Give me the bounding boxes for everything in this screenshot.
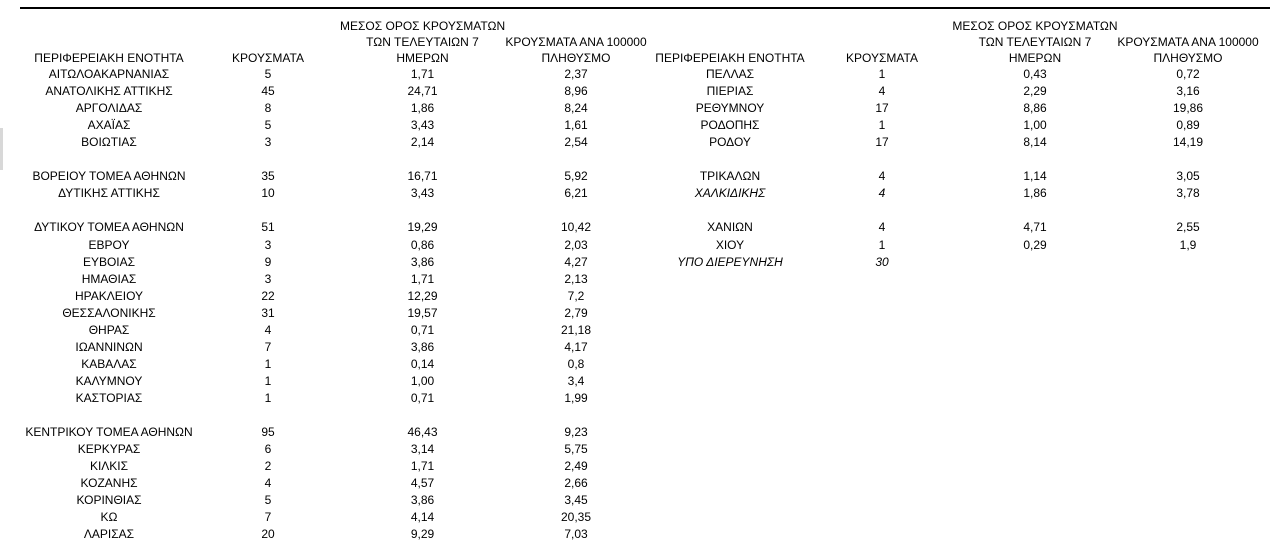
cell-per100k: 2,79 bbox=[564, 305, 588, 320]
cell-per100k: 19,86 bbox=[1172, 101, 1204, 116]
cell-per100k: 3,78 bbox=[1176, 186, 1200, 201]
header-per100k-line1: ΚΡΟΥΣΜΑΤΑ ΑΝΑ 100000 bbox=[505, 35, 647, 49]
cell-avg7: 4,14 bbox=[410, 510, 435, 525]
cell-cases: 31 bbox=[261, 305, 275, 320]
cell-region: ΑΙΤΩΛΟΑΚΑΡΝΑΝΙΑΣ bbox=[48, 67, 170, 81]
cell-per100k: 2,55 bbox=[1176, 220, 1200, 235]
cell-per100k: 3,16 bbox=[1176, 84, 1200, 99]
cell-avg7: 0,29 bbox=[1023, 237, 1047, 252]
cell-region: ΘΕΣΣΑΛΟΝΙΚΗΣ bbox=[62, 305, 156, 320]
cell-region: ΚΑΛΥΜΝΟΥ bbox=[75, 373, 143, 388]
cell-cases: 20 bbox=[261, 527, 275, 542]
cell-region: ΚΕΡΚΥΡΑΣ bbox=[77, 442, 141, 457]
cell-cases: 4 bbox=[264, 322, 272, 337]
header-per100k-line1: ΚΡΟΥΣΜΑΤΑ ΑΝΑ 100000 bbox=[1117, 35, 1259, 49]
cell-region: ΧΙΟΥ bbox=[715, 237, 745, 252]
cell-per100k: 8,24 bbox=[564, 101, 588, 116]
cell-per100k: 3,4 bbox=[567, 373, 585, 388]
cell-avg7: 1,86 bbox=[410, 101, 435, 116]
cell-per100k: 8,96 bbox=[564, 84, 588, 99]
cell-per100k: 3,05 bbox=[1176, 169, 1200, 184]
cell-region: ΡΟΔΟΥ bbox=[709, 135, 751, 150]
cell-avg7: 0,71 bbox=[410, 390, 435, 405]
cell-per100k: 5,75 bbox=[564, 442, 588, 457]
cell-cases: 1 bbox=[878, 118, 886, 133]
cell-cases: 4 bbox=[878, 220, 886, 235]
header-cases: ΚΡΟΥΣΜΑΤΑ bbox=[232, 51, 304, 65]
cell-region: ΘΗΡΑΣ bbox=[88, 322, 130, 337]
cell-per100k: 1,9 bbox=[1179, 237, 1197, 252]
cell-avg7: 3,86 bbox=[410, 254, 435, 269]
cell-per100k: 2,37 bbox=[564, 67, 588, 81]
cell-per100k: 21,18 bbox=[560, 322, 592, 337]
cell-cases: 30 bbox=[875, 254, 889, 269]
cell-avg7: 3,43 bbox=[410, 118, 435, 133]
cell-cases: 4 bbox=[878, 84, 886, 99]
cell-region: ΑΡΓΟΛΙΔΑΣ bbox=[75, 101, 143, 116]
cell-per100k: 4,17 bbox=[564, 339, 588, 354]
cell-per100k: 7,03 bbox=[564, 527, 588, 542]
cell-region: ΠΙΕΡΙΑΣ bbox=[706, 84, 754, 99]
cell-per100k: 2,13 bbox=[564, 271, 588, 286]
cell-cases: 4 bbox=[878, 186, 886, 201]
cell-cases: 5 bbox=[264, 493, 272, 508]
cell-per100k: 2,54 bbox=[564, 135, 588, 150]
header-avg-line1: ΜΕΣΟΣ ΟΡΟΣ ΚΡΟΥΣΜΑΤΩΝ bbox=[952, 19, 1118, 33]
cell-region: ΥΠΟ ΔΙΕΡΕΥΝΗΣΗ bbox=[677, 254, 783, 269]
cell-per100k: 9,23 bbox=[564, 425, 588, 440]
cell-region: ΠΕΛΛΑΣ bbox=[705, 67, 755, 81]
header-avg-line3: ΗΜΕΡΩΝ bbox=[396, 51, 449, 65]
header-avg-line2: ΤΩΝ ΤΕΛΕΥΤΑΙΩΝ 7 bbox=[978, 35, 1092, 49]
cell-cases: 3 bbox=[264, 271, 272, 286]
cell-avg7: 1,14 bbox=[1023, 169, 1047, 184]
header-region: ΠΕΡΙΦΕΡΕΙΑΚΗ ΕΝΟΤΗΤΑ bbox=[655, 51, 805, 65]
cell-region: ΙΩΑΝΝΙΝΩΝ bbox=[75, 339, 143, 354]
cell-avg7: 19,29 bbox=[407, 220, 438, 235]
cell-cases: 22 bbox=[261, 288, 275, 303]
cell-cases: 3 bbox=[264, 135, 272, 150]
cell-region: ΡΕΘΥΜΝΟΥ bbox=[695, 101, 765, 116]
cell-cases: 6 bbox=[264, 442, 272, 457]
cell-avg7: 1,00 bbox=[1023, 118, 1047, 133]
cell-per100k: 1,99 bbox=[564, 390, 588, 405]
cell-region: ΔΥΤΙΚΟΥ ΤΟΜΕΑ ΑΘΗΝΩΝ bbox=[34, 220, 184, 235]
header-per100k-line2: ΠΛΗΘΥΣΜΟ bbox=[1153, 51, 1223, 65]
cell-avg7: 19,57 bbox=[407, 305, 438, 320]
cell-cases: 7 bbox=[264, 339, 272, 354]
cell-region: ΑΝΑΤΟΛΙΚΗΣ ΑΤΤΙΚΗΣ bbox=[45, 84, 173, 99]
cell-avg7: 1,86 bbox=[1023, 186, 1047, 201]
cell-avg7: 2,14 bbox=[410, 135, 435, 150]
cell-region: ΗΜΑΘΙΑΣ bbox=[81, 271, 137, 286]
cell-per100k: 2,03 bbox=[564, 237, 588, 252]
cell-avg7: 4,71 bbox=[1023, 220, 1047, 235]
cell-region: ΚΙΛΚΙΣ bbox=[89, 459, 129, 474]
cell-per100k: 6,21 bbox=[564, 186, 588, 201]
cell-avg7: 46,43 bbox=[407, 425, 438, 440]
cell-cases: 1 bbox=[878, 67, 886, 81]
header-avg-line3: ΗΜΕΡΩΝ bbox=[1008, 51, 1062, 65]
cell-cases: 5 bbox=[264, 67, 272, 81]
cell-per100k: 3,45 bbox=[564, 493, 588, 508]
cell-cases: 3 bbox=[264, 237, 272, 252]
cell-region: ΚΩ bbox=[100, 510, 118, 525]
cell-avg7: 3,86 bbox=[410, 339, 435, 354]
cell-avg7: 12,29 bbox=[407, 288, 438, 303]
cell-per100k: 7,2 bbox=[567, 288, 585, 303]
cell-region: ΒΟΡΕΙΟΥ ΤΟΜΕΑ ΑΘΗΝΩΝ bbox=[32, 169, 186, 184]
cell-avg7: 3,43 bbox=[410, 186, 435, 201]
cell-avg7: 9,29 bbox=[410, 527, 435, 542]
cell-avg7: 0,86 bbox=[410, 237, 435, 252]
cell-region: ΕΒΡΟΥ bbox=[88, 237, 130, 252]
cell-region: ΡΟΔΟΠΗΣ bbox=[700, 118, 760, 133]
cell-cases: 2 bbox=[264, 459, 272, 474]
cell-cases: 8 bbox=[264, 101, 272, 116]
cell-cases: 45 bbox=[261, 84, 275, 99]
cell-cases: 1 bbox=[264, 373, 272, 388]
cell-avg7: 3,86 bbox=[410, 493, 435, 508]
cell-per100k: 20,35 bbox=[560, 510, 592, 525]
cell-region: ΛΑΡΙΣΑΣ bbox=[83, 527, 135, 542]
cell-region: ΚΑΣΤΟΡΙΑΣ bbox=[75, 390, 143, 405]
cell-avg7: 0,14 bbox=[410, 356, 435, 371]
cell-per100k: 0,89 bbox=[1176, 118, 1200, 133]
cell-avg7: 8,14 bbox=[1023, 135, 1047, 150]
page-edge bbox=[0, 128, 3, 170]
cell-cases: 17 bbox=[875, 101, 889, 116]
cell-avg7: 8,86 bbox=[1023, 101, 1047, 116]
cell-avg7: 1,00 bbox=[410, 373, 435, 388]
cell-avg7: 1,71 bbox=[410, 459, 435, 474]
cell-cases: 1 bbox=[264, 390, 272, 405]
cell-cases: 17 bbox=[875, 135, 889, 150]
cell-avg7: 3,14 bbox=[410, 442, 435, 457]
cell-cases: 10 bbox=[261, 186, 275, 201]
header-per100k-line2: ΠΛΗΘΥΣΜΟ bbox=[541, 51, 611, 65]
cell-avg7: 24,71 bbox=[407, 84, 438, 99]
cell-region: ΚΟΖΑΝΗΣ bbox=[80, 476, 138, 491]
cell-region: ΗΡΑΚΛΕΙΟΥ bbox=[74, 288, 144, 303]
cell-region: ΤΡΙΚΑΛΩΝ bbox=[699, 169, 761, 184]
cell-cases: 5 bbox=[264, 118, 272, 133]
cell-per100k: 4,27 bbox=[564, 254, 588, 269]
cell-per100k: 2,66 bbox=[564, 476, 588, 491]
cell-cases: 51 bbox=[261, 220, 275, 235]
cell-region: ΑΧΑΪΑΣ bbox=[87, 118, 131, 133]
cell-avg7: 2,29 bbox=[1023, 84, 1047, 99]
cell-region: ΚΕΝΤΡΙΚΟΥ ΤΟΜΕΑ ΑΘΗΝΩΝ bbox=[25, 425, 193, 440]
cell-per100k: 0,8 bbox=[567, 356, 585, 371]
cell-cases: 95 bbox=[261, 425, 275, 440]
cell-avg7: 1,71 bbox=[410, 271, 435, 286]
cell-avg7: 0,71 bbox=[410, 322, 435, 337]
cell-cases: 9 bbox=[264, 254, 272, 269]
cell-cases: 4 bbox=[878, 169, 886, 184]
cell-avg7: 4,57 bbox=[410, 476, 435, 491]
cell-cases: 7 bbox=[264, 510, 272, 525]
header-region: ΠΕΡΙΦΕΡΕΙΑΚΗ ΕΝΟΤΗΤΑ bbox=[34, 51, 184, 65]
cell-cases: 4 bbox=[264, 476, 272, 491]
cell-cases: 35 bbox=[261, 169, 275, 184]
cell-cases: 1 bbox=[878, 237, 886, 252]
cell-avg7: 1,71 bbox=[410, 67, 435, 81]
cell-region: ΕΥΒΟΙΑΣ bbox=[82, 254, 136, 269]
cell-region: ΒΟΙΩΤΙΑΣ bbox=[81, 135, 137, 150]
cell-region: ΧΑΝΙΩΝ bbox=[707, 220, 753, 235]
cell-avg7: 0,43 bbox=[1023, 67, 1047, 81]
header-cases: ΚΡΟΥΣΜΑΤΑ bbox=[846, 51, 918, 65]
cell-per100k: 10,42 bbox=[560, 220, 592, 235]
cell-per100k: 14,19 bbox=[1172, 135, 1204, 150]
cell-cases: 1 bbox=[264, 356, 272, 371]
header-avg-line1: ΜΕΣΟΣ ΟΡΟΣ ΚΡΟΥΣΜΑΤΩΝ bbox=[340, 19, 506, 33]
cell-avg7: 16,71 bbox=[407, 169, 438, 184]
cell-per100k: 5,92 bbox=[564, 169, 588, 184]
header-avg-line2: ΤΩΝ ΤΕΛΕΥΤΑΙΩΝ 7 bbox=[366, 35, 479, 49]
cell-region: ΔΥΤΙΚΗΣ ΑΤΤΙΚΗΣ bbox=[58, 186, 160, 201]
cell-region: ΧΑΛΚΙΔΙΚΗΣ bbox=[694, 186, 766, 201]
cell-region: ΚΟΡΙΝΘΙΑΣ bbox=[76, 493, 142, 508]
cell-per100k: 0,72 bbox=[1176, 67, 1200, 81]
cell-region: ΚΑΒΑΛΑΣ bbox=[81, 356, 137, 371]
cell-per100k: 2,49 bbox=[564, 459, 588, 474]
top-rule bbox=[20, 7, 1270, 9]
cell-per100k: 1,61 bbox=[564, 118, 588, 133]
